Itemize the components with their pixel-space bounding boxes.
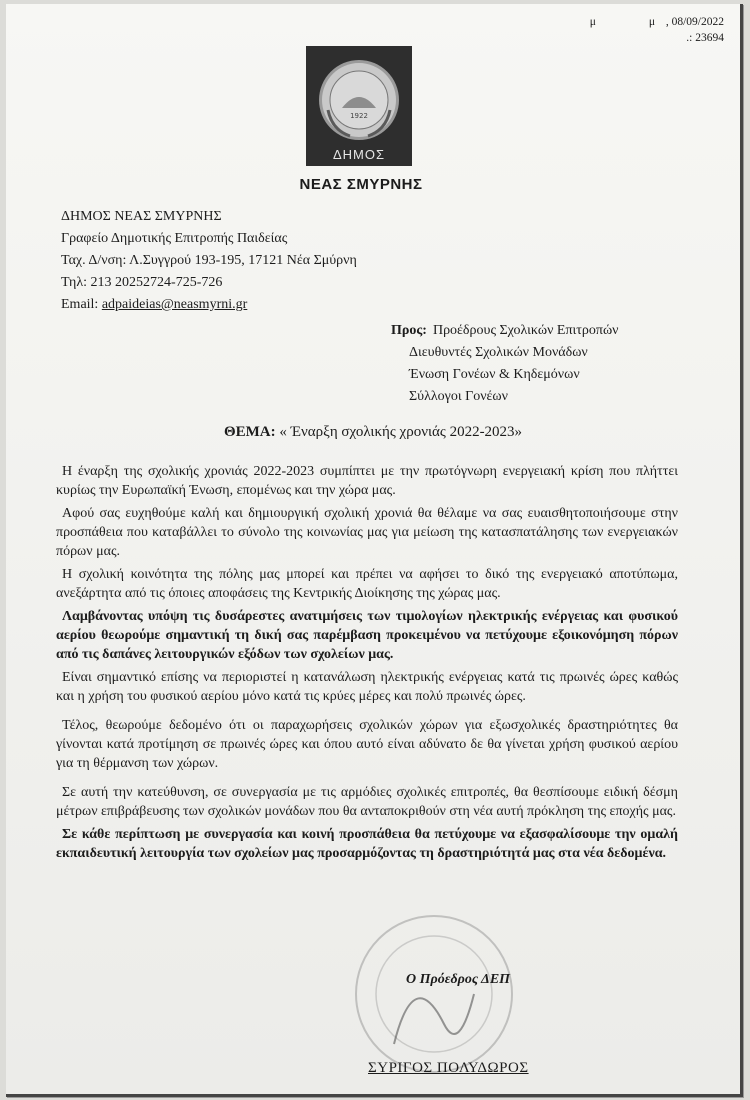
body-paragraph: Λαμβάνοντας υπόψη τις δυσάρεστες ανατιμήσεις των τιμολογίων ηλεκτρικής ενέργειας και φυσικού αερίου θεωρούμε σημαντική τη δική σας παρέμβαση προκειμένου να πετύχουμε εξοικονόμηση πόρων από τις δαπάνες λειτουργικών εξόδων των σχολείων μας. — [56, 609, 678, 662]
subject-line — [6, 424, 740, 441]
date-mark: μ — [589, 16, 596, 28]
body-paragraph: Αφού σας ευχηθούμε καλή και δημιουργική σχολική χρονιά θα θέλαμε να σας ευαισθητοποιήσουμε στην προσπάθεια που καταβάλλει το σύνολο της κοινωνίας μας για μείωση της κατασπατάλησης των ενεργειακών πόρων μας. — [56, 506, 678, 559]
recipient-line — [391, 320, 619, 342]
sender-org: ΔΗΜΟΣ ΝΕΑΣ ΣΜΥΡΝΗΣ — [61, 209, 222, 224]
recipient-item: Σύλλογοι Γονέων — [409, 389, 508, 404]
body-paragraph: Τέλος, θεωρούμε δεδομένο ότι οι παραχωρήσεις σχολικών χώρων για εξωσχολικές δραστηριότητες θα γίνονται κατά προτίμηση σε πρωινές ώρες και όπου αυτό είναι αδύνατο δε θα γίνεται χρήση φυσικού αερίου για τη θέρμανση των χώρων. — [56, 718, 678, 771]
recipients-block — [391, 320, 619, 408]
subject-label: ΘΕΜΑ: — [223, 424, 276, 440]
sender-block — [61, 206, 357, 316]
logo-word: ΔΗΜΟΣ — [332, 147, 386, 162]
sender-address: Ταχ. Δ/νση: Λ.Συγγρού 193-195, 17121 Νέα Σμύρνη — [61, 253, 357, 268]
logo-emblem — [306, 46, 412, 166]
date-value: , 08/09/2022 — [665, 16, 724, 28]
subject-text: « Έναρξη σχολικής χρονιάς 2022-2023» — [275, 424, 523, 440]
stamp-icon — [324, 904, 524, 1084]
recipient-item: Ένωση Γονέων & Κηδεμόνων — [409, 367, 580, 382]
email-label: Email: — [61, 297, 102, 312]
body-paragraph: Σε κάθε περίπτωση με συνεργασία και κοινή προσπάθεια θα πετύχουμε να εξασφαλίσουμε την ομαλή εκπαιδευτική λειτουργία των σχολείων μας προσαρμόζοντας τη δραστηριότητά μας στα νέα δεδομένα. — [56, 827, 678, 861]
date-mark-2: μ — [648, 16, 655, 28]
city-name: ΝΕΑΣ ΣΜΥΡΝΗΣ — [299, 176, 423, 193]
municipality-logo — [306, 46, 412, 176]
email-link[interactable]: adpaideias@neasmyrni.gr — [101, 297, 248, 312]
protocol-number: .: 23694 — [686, 32, 724, 44]
signer-title: Ο Πρόεδρος ΔΕΠ — [406, 972, 511, 987]
body-paragraph: Είναι σημαντικό επίσης να περιοριστεί η κατανάλωση ηλεκτρικής ενέργειας κατά τις πρωινές ώρες καθώς και η χρήση του φυσικού αερίου μόνο κατά τις κρύες μέρες και πολύ πρωινές ώρες. — [56, 670, 678, 704]
date-protocol-block — [590, 14, 724, 46]
recipients-label: Προς: — [391, 323, 427, 338]
recipient-item: Διευθυντές Σχολικών Μονάδων — [409, 345, 588, 360]
letter-page — [6, 4, 743, 1097]
sender-office: Γραφείο Δημοτικής Επιτροπής Παιδείας — [61, 231, 288, 246]
body-paragraph: Σε αυτή την κατεύθυνση, σε συνεργασία με τις αρμόδιες σχολικές επιτροπές, θα θεσπίσουμε ειδική δέσμη μέτρων επιβράβευσης των σχολικών μονάδων που θα ανταποκριθούν στη νέα αυτή πρόκληση της εποχής μας. — [56, 785, 678, 819]
signer-name: ΣΥΡΙΓΟΣ ΠΟΛΥΔΩΡΟΣ — [368, 1060, 529, 1076]
sender-email-line — [61, 294, 357, 316]
recipient-item: Προέδρους Σχολικών Επιτροπών — [432, 323, 619, 338]
sender-phone: Τηλ: 213 20252724-725-726 — [61, 275, 223, 290]
body-paragraph: Η σχολική κοινότητα της πόλης μας μπορεί και πρέπει να αφήσει το δικό της ενεργειακό αποτύπωμα, ανεξάρτητα από τις όποιες αποφάσεις της Κεντρικής Διοίκησης της χώρας μας. — [56, 567, 678, 601]
letter-body — [56, 462, 678, 867]
seal-year: 1922 — [350, 112, 368, 120]
body-paragraph: Η έναρξη της σχολικής χρονιάς 2022-2023 συμπίπτει με την πρωτόγνωρη ενεργειακή κρίση που πλήττει κυρίως την Ευρωπαϊκή Ένωση, επομένως και την χώρα μας. — [56, 464, 678, 498]
